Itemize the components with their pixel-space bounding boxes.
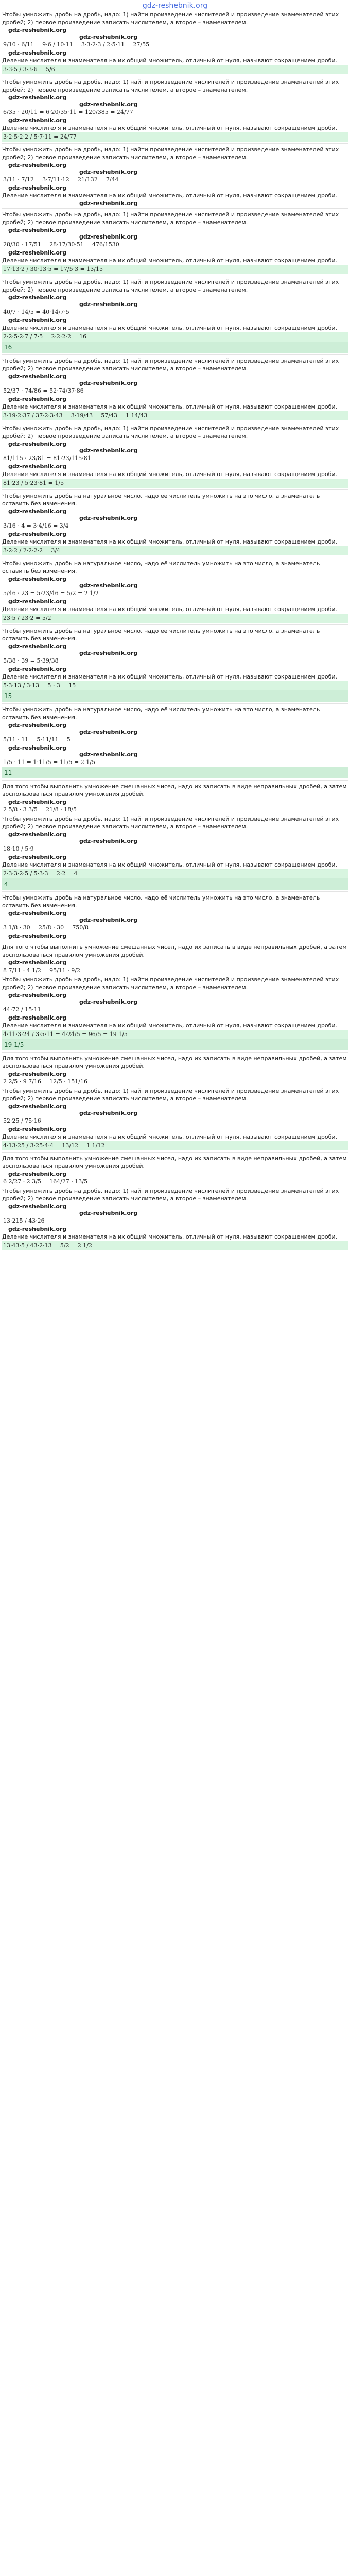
reduce-rule-text: Деление числителя и знаменателя на их общий множитель, отличный от нуля, называют сокращением дроби. xyxy=(2,403,338,410)
formula: 3·2·2 / 2·2·2·2 = 3/4 xyxy=(2,546,348,555)
watermark: gdz-reshebnik.org xyxy=(8,1126,67,1132)
watermark: gdz-reshebnik.org xyxy=(8,1103,67,1110)
watermark: gdz-reshebnik.org xyxy=(8,992,67,998)
reduce-rule-text: Деление числителя и знаменателя на их общий множитель, отличный от нуля, называют сокращением дроби. xyxy=(2,538,338,545)
reduce-rule-text: Деление числителя и знаменателя на их общий множитель, отличный от нуля, называют сокращением дроби. xyxy=(2,325,338,331)
content xyxy=(2,10,348,1250)
formula: 3·3·5 / 3·3·6 = 5/6 xyxy=(2,65,348,74)
solution-block xyxy=(2,10,348,76)
watermark: gdz-reshebnik.org xyxy=(8,1071,67,1077)
watermark: gdz-reshebnik.org xyxy=(79,1110,138,1116)
watermark: gdz-reshebnik.org xyxy=(8,249,67,256)
watermark: gdz-reshebnik.org xyxy=(8,317,67,324)
natural-rule-text: Чтобы умножить дробь на натуральное число, надо её числитель умножить на это число, а знаменатель оставить без изменения. xyxy=(2,706,320,721)
fraction-rule-text: Чтобы умножить дробь на дробь, надо: 1) найти произведение числителей и произведение знаменателей этих дробей; 2) первое произведение записать числителем, а второе – знаменателем. xyxy=(2,816,339,830)
divider xyxy=(2,1152,348,1153)
solution-block xyxy=(2,1054,348,1153)
formula: 2·2·5·2·7 / 7·5 = 2·2·2·2 = 16 xyxy=(2,332,348,342)
divider xyxy=(2,208,348,209)
answer: 15 xyxy=(2,690,348,702)
watermark: gdz-reshebnik.org xyxy=(8,440,67,447)
watermark: gdz-reshebnik.org xyxy=(8,508,67,515)
watermark: gdz-reshebnik.org xyxy=(79,101,138,108)
formula: 6 2/27 · 2 3/5 = 164/27 · 13/5 xyxy=(3,1178,87,1185)
formula: 3·2·5·2·2 / 5·7·11 = 24/77 xyxy=(2,132,348,142)
fraction-rule-text: Чтобы умножить дробь на дробь, надо: 1) найти произведение числителей и произведение знаменателей этих дробей; 2) первое произведение записать числителем, а второе – знаменателем. xyxy=(2,358,339,372)
solution-block xyxy=(2,893,348,941)
reduce-rule-text: Деление числителя и знаменателя на их общий множитель, отличный от нуля, называют сокращением дроби. xyxy=(2,57,338,64)
formula: 28/30 · 17/51 = 28·17/30·51 = 476/1530 xyxy=(3,241,119,248)
formula: 6/35 · 20/11 = 6·20/35·11 = 120/385 = 24/77 xyxy=(3,109,133,115)
solution-block xyxy=(2,705,348,781)
formula: 3/11 · 7/12 = 3·7/11·12 = 21/132 = 7/44 xyxy=(3,176,119,183)
natural-rule-text: Чтобы умножить дробь на натуральное число, надо её числитель умножить на это число, а знаменатель оставить без изменения. xyxy=(2,628,320,642)
watermark: gdz-reshebnik.org xyxy=(79,200,138,207)
reduce-rule-text: Деление числителя и знаменателя на их общий множитель, отличный от нуля, называют сокращением дроби. xyxy=(2,606,338,613)
natural-rule-text: Чтобы умножить дробь на натуральное число, надо её числитель умножить на это число, а знаменатель оставить без изменения. xyxy=(2,560,320,574)
natural-rule-text: Чтобы умножить дробь на натуральное число, надо её числитель умножить на это число, а знаменатель оставить без изменения. xyxy=(2,894,320,909)
watermark: gdz-reshebnik.org xyxy=(79,582,138,589)
solution-block xyxy=(2,78,348,144)
mixed-rule-text: Для того чтобы выполнить умножение смешанных чисел, надо их записать в виде неправильных дробей, а затем воспользоваться правилом умножения дробей. xyxy=(2,944,347,958)
formula: 13·43·5 / 43·2·13 = 5/2 = 2 1/2 xyxy=(2,1241,348,1250)
divider xyxy=(2,489,348,490)
watermark: gdz-reshebnik.org xyxy=(79,917,138,923)
watermark: gdz-reshebnik.org xyxy=(8,162,67,168)
fraction-rule-text: Чтобы умножить дробь на дробь, надо: 1) найти произведение числителей и произведение знаменателей этих дробей; 2) первое произведение записать числителем, а второе – знаменателем. xyxy=(2,11,339,26)
watermark: gdz-reshebnik.org xyxy=(8,643,67,650)
reduce-rule-text: Деление числителя и знаменателя на их общий множитель, отличный от нуля, называют сокращением дроби. xyxy=(2,471,338,478)
watermark: gdz-reshebnik.org xyxy=(8,666,67,672)
watermark: gdz-reshebnik.org xyxy=(8,373,67,380)
formula: 81/115 · 23/81 = 81·23/115·81 xyxy=(3,455,91,462)
solution-block xyxy=(2,357,348,422)
formula: 5/38 · 39 = 5·39/38 xyxy=(3,657,59,664)
solution-block xyxy=(2,424,348,490)
formula: 2 5/8 · 3 3/5 = 21/8 · 18/5 xyxy=(3,806,77,813)
answer: 4 xyxy=(2,878,348,890)
watermark: gdz-reshebnik.org xyxy=(8,27,67,33)
reduce-rule-text: Деление числителя и знаменателя на их общий множитель, отличный от нуля, называют сокращением дроби. xyxy=(2,192,338,199)
watermark: gdz-reshebnik.org xyxy=(8,799,67,805)
divider xyxy=(2,143,348,144)
watermark: gdz-reshebnik.org xyxy=(79,1210,138,1216)
watermark: gdz-reshebnik.org xyxy=(79,998,138,1005)
divider xyxy=(2,354,348,355)
watermark: gdz-reshebnik.org xyxy=(79,728,138,735)
fraction-rule-text: Чтобы умножить дробь на дробь, надо: 1) найти произведение числителей и произведение знаменателей этих дробей; 2) первое произведение записать числителем, а второе – знаменателем. xyxy=(2,1088,339,1102)
reduce-rule-text: Деление числителя и знаменателя на их общий множитель, отличный от нуля, называют сокращением дроби. xyxy=(2,673,338,680)
natural-rule-text: Чтобы умножить дробь на натуральное число, надо её числитель умножить на это число, а знаменатель оставить без изменения. xyxy=(2,493,320,507)
divider xyxy=(2,1052,348,1053)
solution-block xyxy=(2,782,348,892)
fraction-rule-text: Чтобы умножить дробь на дробь, надо: 1) найти произведение числителей и произведение знаменателей этих дробей; 2) первое произведение записать числителем, а второе – знаменателем. xyxy=(2,146,339,161)
watermark: gdz-reshebnik.org xyxy=(8,227,67,233)
watermark: gdz-reshebnik.org xyxy=(8,1226,67,1232)
solution-block xyxy=(2,210,348,276)
formula: 13·215 / 43·26 xyxy=(3,1217,45,1224)
watermark: gdz-reshebnik.org xyxy=(79,838,138,844)
watermark: gdz-reshebnik.org xyxy=(79,650,138,656)
divider xyxy=(2,780,348,781)
fraction-rule-text: Чтобы умножить дробь на дробь, надо: 1) найти произведение числителей и произведение знаменателей этих дробей; 2) первое произведение записать числителем, а второе – знаменателем. xyxy=(2,1188,339,1202)
watermark: gdz-reshebnik.org xyxy=(8,1203,67,1210)
formula: 44·72 / 15·11 xyxy=(3,1006,41,1013)
watermark: gdz-reshebnik.org xyxy=(8,396,67,402)
reduce-rule-text: Деление числителя и знаменателя на их общий множитель, отличный от нуля, называют сокращением дроби. xyxy=(2,1233,338,1240)
solution-block xyxy=(2,626,348,704)
solution-block xyxy=(2,1154,348,1250)
watermark: gdz-reshebnik.org xyxy=(8,117,67,124)
formula: 3 1/8 · 30 = 25/8 · 30 = 750/8 xyxy=(3,924,89,931)
formula: 81·23 / 5·23·81 = 1/5 xyxy=(2,479,348,488)
divider xyxy=(2,891,348,892)
watermark: gdz-reshebnik.org xyxy=(79,515,138,521)
watermark: gdz-reshebnik.org xyxy=(79,380,138,386)
formula: 17·13·2 / 30·13·5 = 17/5·3 = 13/15 xyxy=(2,265,348,274)
divider xyxy=(2,624,348,625)
watermark: gdz-reshebnik.org xyxy=(79,447,138,454)
answer: 19 1/5 xyxy=(2,1039,348,1050)
watermark: gdz-reshebnik.org xyxy=(8,49,67,56)
watermark: gdz-reshebnik.org xyxy=(8,910,67,917)
mixed-rule-text: Для того чтобы выполнить умножение смешанных чисел, надо их записать в виде неправильных дробей, а затем воспользоваться правилом умножения дробей. xyxy=(2,1055,347,1070)
watermark: gdz-reshebnik.org xyxy=(8,463,67,470)
formula: 5·3·13 / 3·13 = 5 · 3 = 15 xyxy=(2,681,348,690)
watermark: gdz-reshebnik.org xyxy=(8,959,67,966)
formula: 4·11·3·24 / 3·5·11 = 4·24/5 = 96/5 = 19 1/5 xyxy=(2,1030,348,1039)
solution-block xyxy=(2,492,348,557)
watermark: gdz-reshebnik.org xyxy=(79,233,138,240)
page xyxy=(2,0,348,1250)
formula: 4·13·25 / 3·25·4·4 = 13/12 = 1 1/12 xyxy=(2,1141,348,1150)
formula: 18·10 / 5·9 xyxy=(3,845,34,852)
watermark: gdz-reshebnik.org xyxy=(8,184,67,191)
formula: 2·3·3·2·5 / 5·3·3 = 2·2 = 4 xyxy=(2,869,348,878)
watermark: gdz-reshebnik.org xyxy=(8,933,67,939)
formula: 5/46 · 23 = 5·23/46 = 5/2 = 2 1/2 xyxy=(3,590,99,597)
watermark: gdz-reshebnik.org xyxy=(8,575,67,582)
fraction-rule-text: Чтобы умножить дробь на дробь, надо: 1) найти произведение числителей и произведение знаменателей этих дробей; 2) первое произведение записать числителем, а второе – знаменателем. xyxy=(2,425,339,439)
watermark: gdz-reshebnik.org xyxy=(8,598,67,605)
formula: 9/10 · 6/11 = 9·6 / 10·11 = 3·3·2·3 / 2·5·11 = 27/55 xyxy=(3,41,150,48)
answer: 11 xyxy=(2,767,348,778)
reduce-rule-text: Деление числителя и знаменателя на их общий множитель, отличный от нуля, называют сокращением дроби. xyxy=(2,125,338,131)
watermark: gdz-reshebnik.org xyxy=(79,301,138,308)
divider xyxy=(2,703,348,704)
site-title: gdz-reshebnik.org xyxy=(142,2,208,10)
watermark: gdz-reshebnik.org xyxy=(8,854,67,860)
watermark: gdz-reshebnik.org xyxy=(79,751,138,758)
watermark: gdz-reshebnik.org xyxy=(8,94,67,101)
reduce-rule-text: Деление числителя и знаменателя на их общий множитель, отличный от нуля, называют сокращением дроби. xyxy=(2,257,338,264)
answer: 16 xyxy=(2,342,348,353)
formula: 2 2/5 · 9 7/16 = 12/5 · 151/16 xyxy=(3,1078,87,1085)
mixed-rule-text: Для того чтобы выполнить умножение смешанных чисел, надо их записать в виде неправильных дробей, а затем воспользоваться правилом умножения дробей. xyxy=(2,783,347,798)
reduce-rule-text: Деление числителя и знаменателя на их общий множитель, отличный от нуля, называют сокращением дроби. xyxy=(2,1022,338,1029)
solution-block xyxy=(2,145,348,209)
formula: 23·5 / 23·2 = 5/2 xyxy=(2,614,348,623)
watermark: gdz-reshebnik.org xyxy=(79,168,138,175)
solution-block xyxy=(2,559,348,625)
mixed-rule-text: Для того чтобы выполнить умножение смешанных чисел, надо их записать в виде неправильных дробей, а затем воспользоваться правилом умножения дробей. xyxy=(2,1155,347,1170)
formula: 52/37 · 74/86 = 52·74/37·86 xyxy=(3,387,84,394)
watermark: gdz-reshebnik.org xyxy=(8,744,67,751)
fraction-rule-text: Чтобы умножить дробь на дробь, надо: 1) найти произведение числителей и произведение знаменателей этих дробей; 2) первое произведение записать числителем, а второе – знаменателем. xyxy=(2,79,339,93)
formula: 52·25 / 75·16 xyxy=(3,1117,41,1124)
formula: 3·19·2·37 / 37·2·3·43 = 3·19/43 = 57/43 = 1 14/43 xyxy=(2,411,348,420)
watermark: gdz-reshebnik.org xyxy=(8,531,67,537)
watermark: gdz-reshebnik.org xyxy=(8,722,67,728)
reduce-rule-text: Деление числителя и знаменателя на их общий множитель, отличный от нуля, называют сокращением дроби. xyxy=(2,861,338,868)
formula: 40/7 · 14/5 = 40·14/7·5 xyxy=(3,309,69,315)
watermark: gdz-reshebnik.org xyxy=(8,294,67,301)
watermark: gdz-reshebnik.org xyxy=(8,831,67,838)
fraction-rule-text: Чтобы умножить дробь на дробь, надо: 1) найти произведение числителей и произведение знаменателей этих дробей; 2) первое произведение записать числителем, а второе – знаменателем. xyxy=(2,211,339,226)
formula: 5/11 · 11 = 5·11/11 = 5 xyxy=(3,736,71,743)
reduce-rule-text: Деление числителя и знаменателя на их общий множитель, отличный от нуля, называют сокращением дроби. xyxy=(2,1133,338,1140)
formula: 8 7/11 · 4 1/2 = 95/11 · 9/2 xyxy=(3,967,80,974)
fraction-rule-text: Чтобы умножить дробь на дробь, надо: 1) найти произведение числителей и произведение знаменателей этих дробей; 2) первое произведение записать числителем, а второе – знаменателем. xyxy=(2,976,339,991)
formula: 1/5 · 11 = 1·11/5 = 11/5 = 2 1/5 xyxy=(3,759,95,766)
watermark: gdz-reshebnik.org xyxy=(79,33,138,40)
formula: 3/16 · 4 = 3·4/16 = 3/4 xyxy=(3,522,69,529)
watermark: gdz-reshebnik.org xyxy=(8,1014,67,1021)
solution-block xyxy=(2,278,348,355)
solution-block xyxy=(2,943,348,1053)
watermark: gdz-reshebnik.org xyxy=(8,1171,67,1177)
fraction-rule-text: Чтобы умножить дробь на дробь, надо: 1) найти произведение числителей и произведение знаменателей этих дробей; 2) первое произведение записать числителем, а второе – знаменателем. xyxy=(2,279,339,293)
